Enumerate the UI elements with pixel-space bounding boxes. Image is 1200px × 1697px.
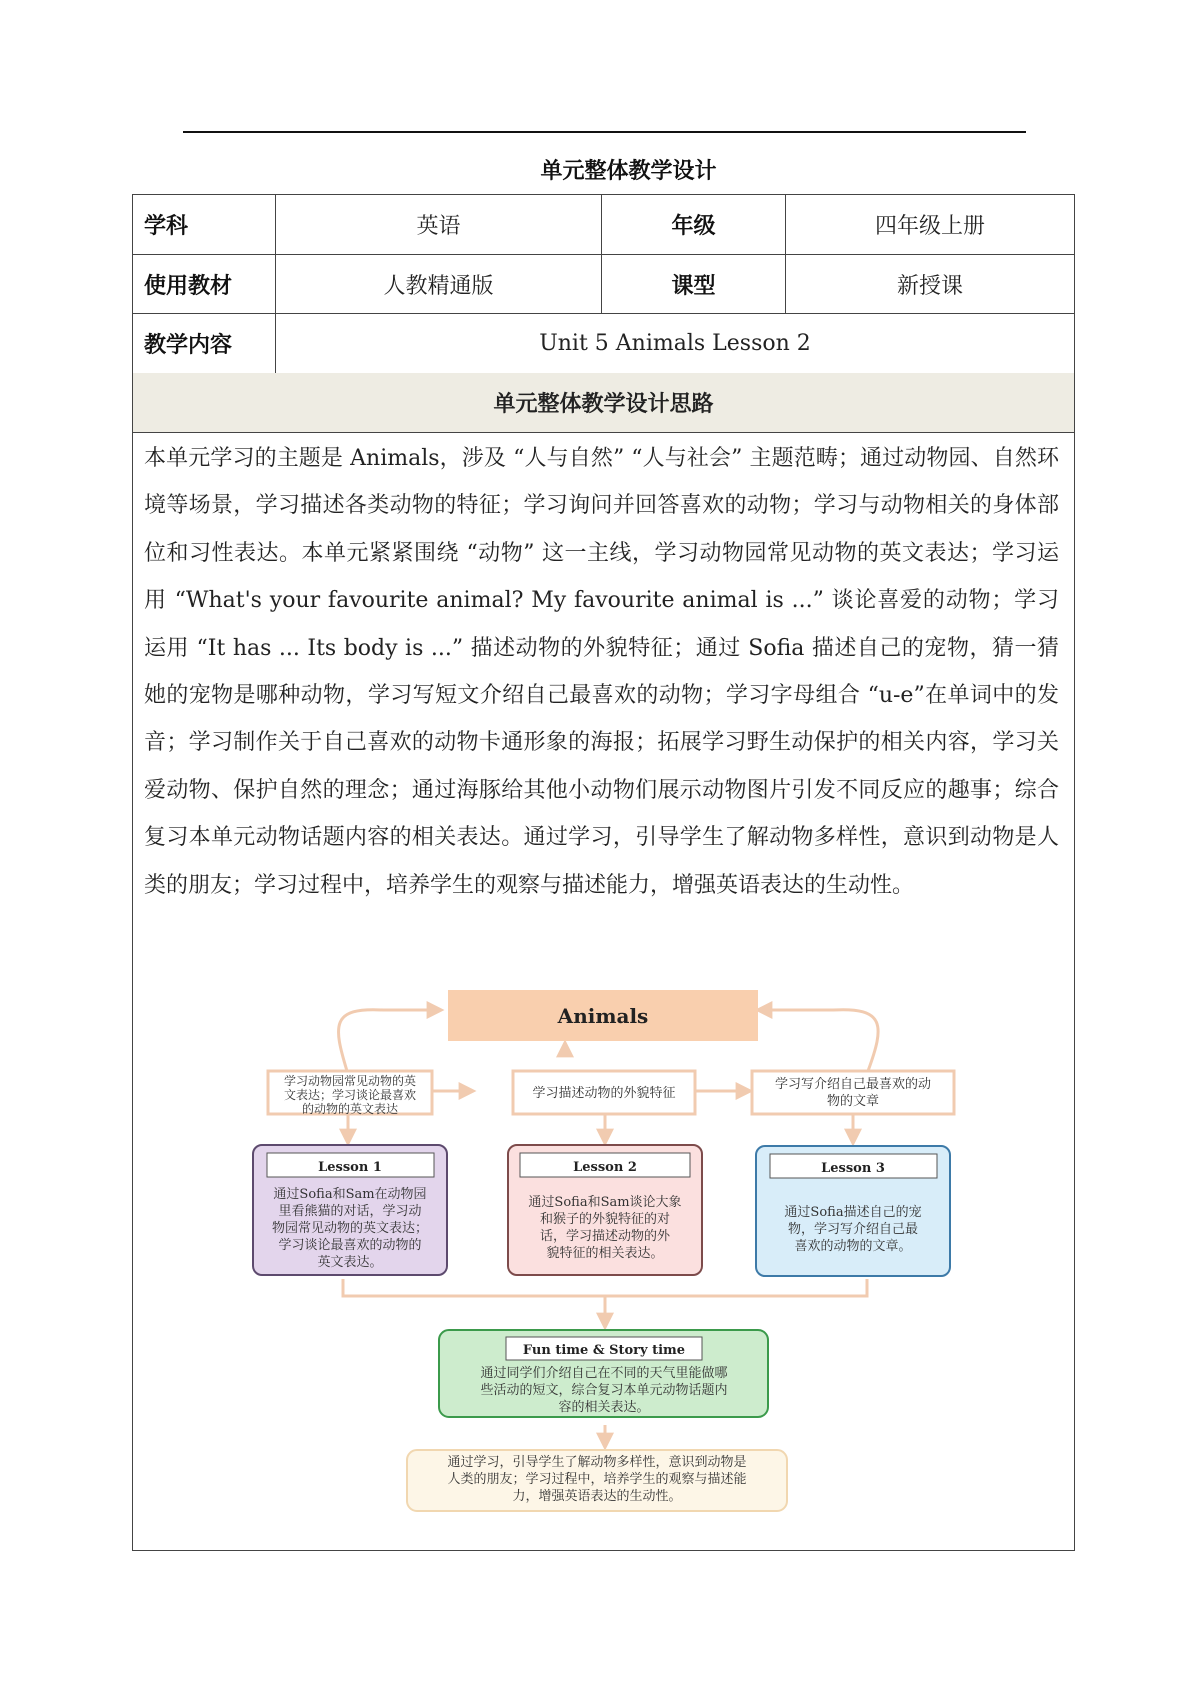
textbook-value: 人教精通版: [383, 273, 494, 299]
lesson-3-box: [756, 1146, 950, 1276]
goal-3-line-1: 学习写介绍自己最喜欢的动: [774, 1077, 932, 1092]
fun-time-line-1: 通过同学们介绍自己在不同的天气里能做哪: [480, 1366, 728, 1381]
summary-line-3: 力，增强英语表达的生动性。: [512, 1489, 682, 1504]
grade-label: 年级: [671, 214, 716, 239]
summary-line-2: 人类的朋友；学习过程中，培养学生的观察与描述能: [447, 1472, 747, 1487]
lesson-1-box: [253, 1145, 447, 1275]
content-value: Unit 5 Animals Lesson 2: [539, 331, 811, 356]
goal-box-1: [268, 1071, 432, 1116]
unit-flow-diagram: [133, 195, 1074, 1552]
textbook-label: 使用教材: [144, 273, 233, 299]
goal-3-line-2: 物的文章: [826, 1094, 880, 1109]
fun-time-title: Fun time & Story time: [522, 1343, 686, 1358]
lesson-2-box: [508, 1145, 702, 1275]
goal-1-line-2: 文表达；学习谈论最喜欢: [283, 1088, 417, 1102]
lesson-type-value: 新授课: [896, 273, 963, 299]
summary-box: [407, 1450, 787, 1511]
lesson-3-line-1: 通过Sofia描述自己的宠: [784, 1205, 922, 1220]
lesson-1-line-2: 里看熊猫的对话，学习动: [278, 1204, 422, 1219]
animals-root-label: Animals: [557, 1004, 649, 1028]
fun-time-line-2: 些活动的短文，综合复习本单元动物话题内: [480, 1383, 728, 1398]
fun-time-box: [439, 1330, 768, 1417]
lesson-1-title: Lesson 1: [318, 1160, 382, 1175]
grade-value: 四年级上册: [874, 214, 985, 239]
top-rule: [183, 131, 1026, 133]
lesson-3-line-2: 物，学习写介绍自己最: [787, 1222, 919, 1237]
goal-box-3: [752, 1071, 954, 1114]
content-label: 教学内容: [144, 333, 233, 358]
design-paragraph: 本单元学习的主题是 Animals，涉及 “人与自然” “人与社会” 主题范畴；通过动物园、自然环境等场景，学习描述各类动物的特征；学习询问并回答喜欢的动物；学习与动物相关的身体部位和习性表达。本单元紧紧围绕 “动物” 这一主线，学习动物园常见动物的英文表达；学习运用 “What's your favourite animal? My favourite animal is ...” 谈论喜爱的动物；学习运用 “It has ... Its body is ...” 描述动物的外貌特征；通过 Sofia 描述自己的宠物，猜一猜她的宠物是哪种动物，学习写短文介绍自己最喜欢的动物；学习字母组合 “u-e”在单词中的发音；学习制作关于自己喜欢的动物卡通形象的海报；拓展学习野生动保护的相关内容，学习关爱动物、保护自然的理念；通过海豚给其他小动物们展示动物图片引发不同反应的趣事；综合复习本单元动物话题内容的相关表达。通过学习，引导学生了解动物多样性，意识到动物是人类的朋友；学习过程中，培养学生的观察与描述能力，增强英语表达的生动性。: [144, 446, 1059, 898]
fun-time-line-3: 容的相关表达。: [558, 1400, 650, 1415]
summary-line-1: 通过学习，引导学生了解动物多样性，意识到动物是: [447, 1455, 747, 1470]
lesson-2-line-4: 貌特征的相关表达。: [546, 1246, 664, 1261]
lesson-type-label: 课型: [671, 273, 716, 299]
goal-1-line-1: 学习动物园常见动物的英: [283, 1074, 417, 1088]
lesson-2-line-2: 和猴子的外貌特征的对: [539, 1212, 671, 1227]
lesson-2-line-3: 话，学习描述动物的外: [539, 1229, 671, 1244]
goal-box-2: [513, 1071, 695, 1114]
section-header: 单元整体教学设计思路: [133, 373, 1074, 432]
lesson-2-title: Lesson 2: [573, 1160, 637, 1175]
subject-label: 学科: [144, 214, 189, 239]
subject-value: 英语: [416, 214, 461, 239]
lesson-2-line-1: 通过Sofia和Sam谈论大象: [528, 1195, 682, 1210]
design-table: [132, 194, 1075, 1551]
goal-2-line-1: 学习描述动物的外貌特征: [532, 1086, 676, 1101]
goal-1-line-3: 的动物的英文表达: [301, 1102, 399, 1116]
lesson-1-line-4: 学习谈论最喜欢的动物的: [278, 1238, 422, 1253]
lesson-3-line-3: 喜欢的动物的文章。: [794, 1239, 912, 1254]
document-title: 单元整体教学设计: [540, 159, 717, 184]
lesson-3-title: Lesson 3: [821, 1161, 885, 1176]
lesson-1-line-5: 英文表达。: [317, 1255, 383, 1270]
lesson-1-line-1: 通过Sofia和Sam在动物园: [273, 1187, 427, 1202]
lesson-1-line-3: 物园常见动物的英文表达；: [271, 1221, 429, 1236]
